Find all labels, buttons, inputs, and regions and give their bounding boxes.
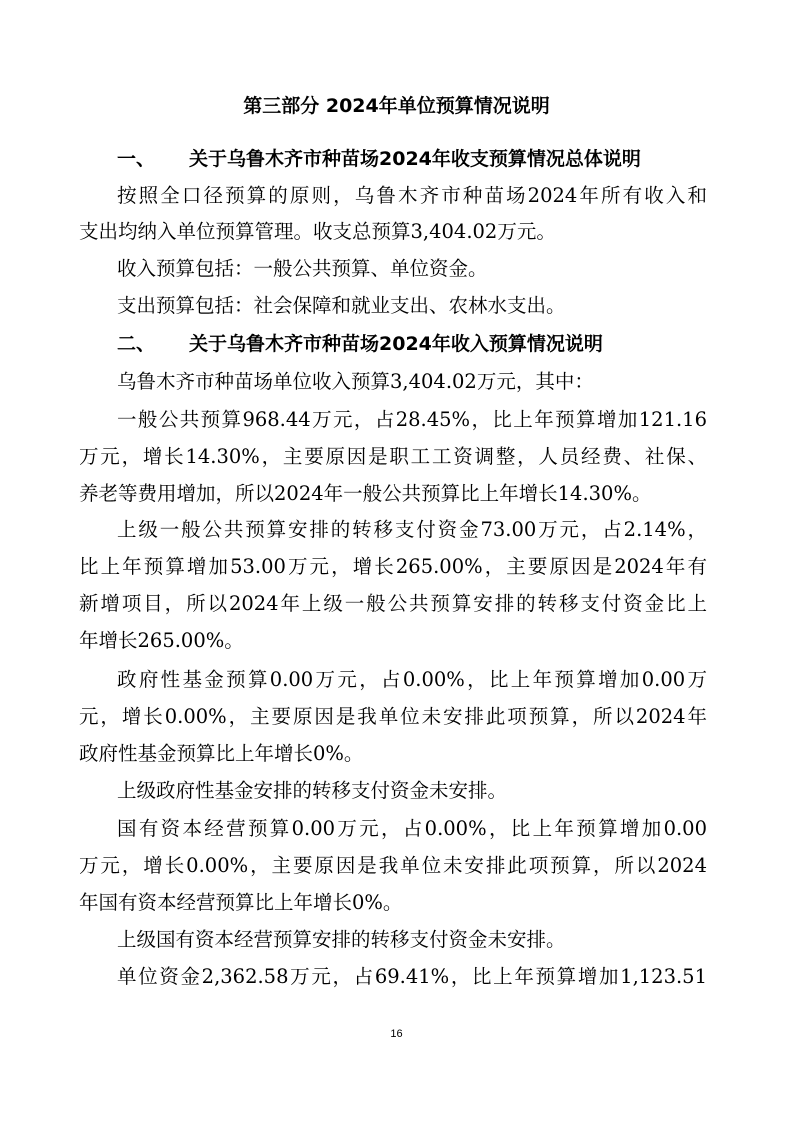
paragraph-line: 乌鲁木齐市种苗场单位收入预算3,404.02万元，其中： bbox=[117, 370, 594, 393]
section-heading-text-2: 关于乌鲁木齐市种苗场2024年收入预算情况说明 bbox=[189, 333, 603, 355]
paragraph-line: 政府性基金预算比上年增长0%。 bbox=[79, 742, 364, 765]
paragraph-line: 收入预算包括：一般公共预算、单位资金。 bbox=[117, 257, 488, 280]
paragraph-line: 新增项目，所以2024年上级一般公共预算安排的转移支付资金比上 bbox=[79, 592, 707, 615]
paragraph-line: 支出均纳入单位预算管理。收支总预算3,404.02万元。 bbox=[79, 220, 556, 243]
paragraph-line: 比上年预算增加53.00万元，增长265.00%，主要原因是2024年有 bbox=[79, 555, 707, 578]
paragraph-line: 养老等费用增加，所以2024年一般公共预算比上年增长14.30%。 bbox=[79, 482, 652, 505]
section-number-2: 二、 bbox=[117, 333, 156, 355]
section-number-1: 一、 bbox=[117, 148, 156, 170]
paragraph-line: 元，增长0.00%，主要原因是我单位未安排此项预算，所以2024年 bbox=[79, 705, 707, 728]
paragraph-line: 年国有资本经营预算比上年增长0%。 bbox=[79, 891, 403, 914]
paragraph-line: 单位资金2,362.58万元，占69.41%，比上年预算增加1,123.51 bbox=[117, 965, 707, 988]
section-heading-2 bbox=[117, 331, 603, 357]
section-heading-1 bbox=[117, 146, 641, 172]
paragraph-line: 政府性基金预算0.00万元，占0.00%，比上年预算增加0.00万 bbox=[117, 668, 707, 691]
paragraph-line: 年增长265.00%。 bbox=[79, 629, 244, 652]
paragraph-line: 上级一般公共预算安排的转移支付资金73.00万元，占2.14%， bbox=[117, 518, 707, 541]
paragraph-line: 上级政府性基金安排的转移支付资金未安排。 bbox=[117, 779, 508, 802]
paragraph-line: 万元，增长0.00%，主要原因是我单位未安排此项预算，所以2024 bbox=[79, 854, 707, 877]
paragraph-line: 一般公共预算968.44万元，占28.45%，比上年预算增加121.16 bbox=[117, 408, 707, 431]
paragraph-line: 按照全口径预算的原则，乌鲁木齐市种苗场2024年所有收入和 bbox=[117, 184, 707, 207]
page-number: 16 bbox=[390, 1028, 403, 1040]
paragraph-line: 上级国有资本经营预算安排的转移支付资金未安排。 bbox=[117, 928, 566, 951]
section-heading-text-1: 关于乌鲁木齐市种苗场2024年收支预算情况总体说明 bbox=[189, 148, 641, 170]
paragraph-line: 国有资本经营预算0.00万元，占0.00%，比上年预算增加0.00 bbox=[117, 817, 707, 840]
page-title: 第三部分 2024年单位预算情况说明 bbox=[243, 95, 550, 117]
paragraph-line: 万元，增长14.30%，主要原因是职工工资调整，人员经费、社保、 bbox=[79, 445, 707, 468]
paragraph-line: 支出预算包括：社会保障和就业支出、农林水支出。 bbox=[117, 294, 566, 317]
